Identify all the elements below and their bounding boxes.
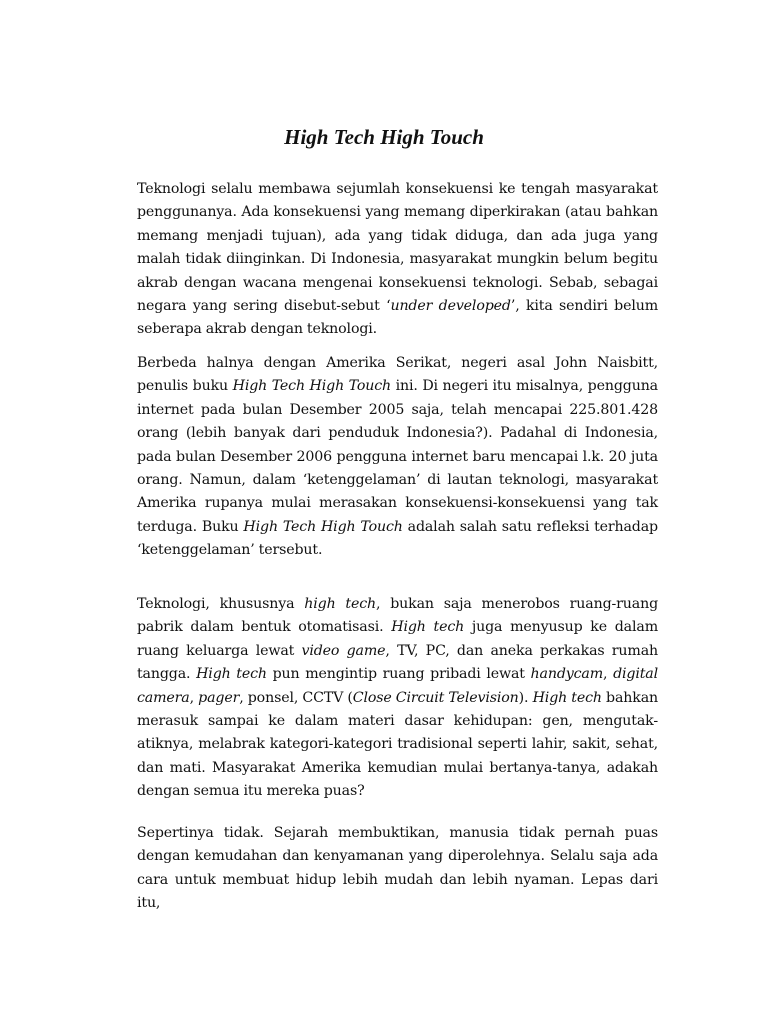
paragraph-3-italic-term: handycam [530, 666, 604, 683]
paragraph-3-italic-term: High tech [391, 619, 465, 636]
paragraph-2-italic-book-title: High Tech High Touch [232, 378, 392, 395]
paragraph-3-segment: Teknologi, khususnya [137, 596, 305, 612]
paragraph-3-segment: juga menyusup ke dalam ruang keluarga lewat [137, 619, 658, 659]
paragraph-2-segment: adalah salah satu refleksi terhadap ‘ketenggelaman’ tersebut. [137, 518, 658, 559]
document-title: High Tech High Touch [284, 125, 484, 149]
paragraph-3-segment: , [189, 689, 199, 706]
paragraph-3 [137, 593, 658, 804]
paragraph-4 [137, 822, 658, 916]
paragraph-3-italic-term: High tech [196, 666, 267, 683]
paragraph-3-italic-term: Close Circuit Television [352, 689, 519, 706]
paragraph-2-italic-book-title: High Tech High Touch [243, 518, 403, 535]
paragraph-4-segment: Sepertinya tidak. Sejarah membuktikan, manusia tidak pernah puas dengan kemudahan dan kenyamanan yang diperolehnya. Selalu saja ada cara untuk membuat hidup lebih mudah dan lebih nyaman. Lepas dari itu, [137, 825, 658, 912]
paragraph-3-segment: , [603, 666, 614, 683]
paragraph-3-segment: , TV, PC, dan aneka perkakas rumah tangga. [137, 642, 659, 683]
paragraph-3-italic-term: video game [301, 642, 386, 659]
paragraph-3-italic-term: digital camera [137, 666, 658, 706]
paragraph-1-italic-term: under developed [390, 298, 511, 315]
paragraph-1-segment: Teknologi selalu membawa sejumlah konsekuensi ke tengah masyarakat penggunanya. Ada konsekuensi yang memang diperkirakan (atau bahkan memang menjadi tujuan), ada yang tidak diduga, dan ada juga yang malah tidak diinginkan. Di Indonesia, masyarakat mungkin belum begitu akrab dengan wacana mengenai konsekuensi teknologi. Sebab, sebagai negara yang sering disebut-sebut ‘ [137, 181, 658, 315]
paragraph-1 [137, 178, 658, 342]
paragraph-3-italic-term: pager [198, 689, 240, 706]
paragraph-3-segment: , bukan saja menerobos ruang-ruang pabrik dalam bentuk otomatisasi. [137, 596, 658, 636]
paragraph-2-segment: Berbeda halnya dengan Amerika Serikat, negeri asal John Naisbitt, penulis buku [137, 355, 658, 395]
paragraph-2 [137, 352, 658, 563]
paragraph-3-segment: ). [518, 689, 533, 706]
paragraph-2-segment: ini. Di negeri itu misalnya, pengguna internet pada bulan Desember 2005 saja, telah mencapai 225.801.428 orang (lebih banyak dari penduduk Indonesia?). Padahal di Indonesia, pada bulan Desember 2006 pengguna internet baru mencapai l.k. 20 juta orang. Namun, dalam ‘ketenggelaman’ di lautan teknologi, masyarakat Amerika rupanya mulai merasakan konsekuensi-konsekuensi yang tak terduga. Buku [137, 378, 658, 535]
paragraph-1-segment: ’, kita sendiri belum seberapa akrab dengan teknologi. [137, 298, 659, 338]
paragraph-3-segment: , ponsel, CCTV ( [239, 689, 353, 706]
paragraph-3-italic-term: high tech [304, 596, 376, 612]
paragraph-3-segment: pun mengintip ruang pribadi lewat [266, 666, 531, 683]
paragraph-3-italic-term: High tech [532, 689, 602, 706]
paragraph-3-segment: bahkan merasuk sampai ke dalam materi dasar kehidupan: gen, mengutak-atiknya, melabrak kategori-kategori tradisional seperti lahir, sakit, sehat, dan mati. Masyarakat Amerika kemudian mulai bertanya-tanya, adakah dengan semua itu mereka puas? [137, 689, 659, 800]
